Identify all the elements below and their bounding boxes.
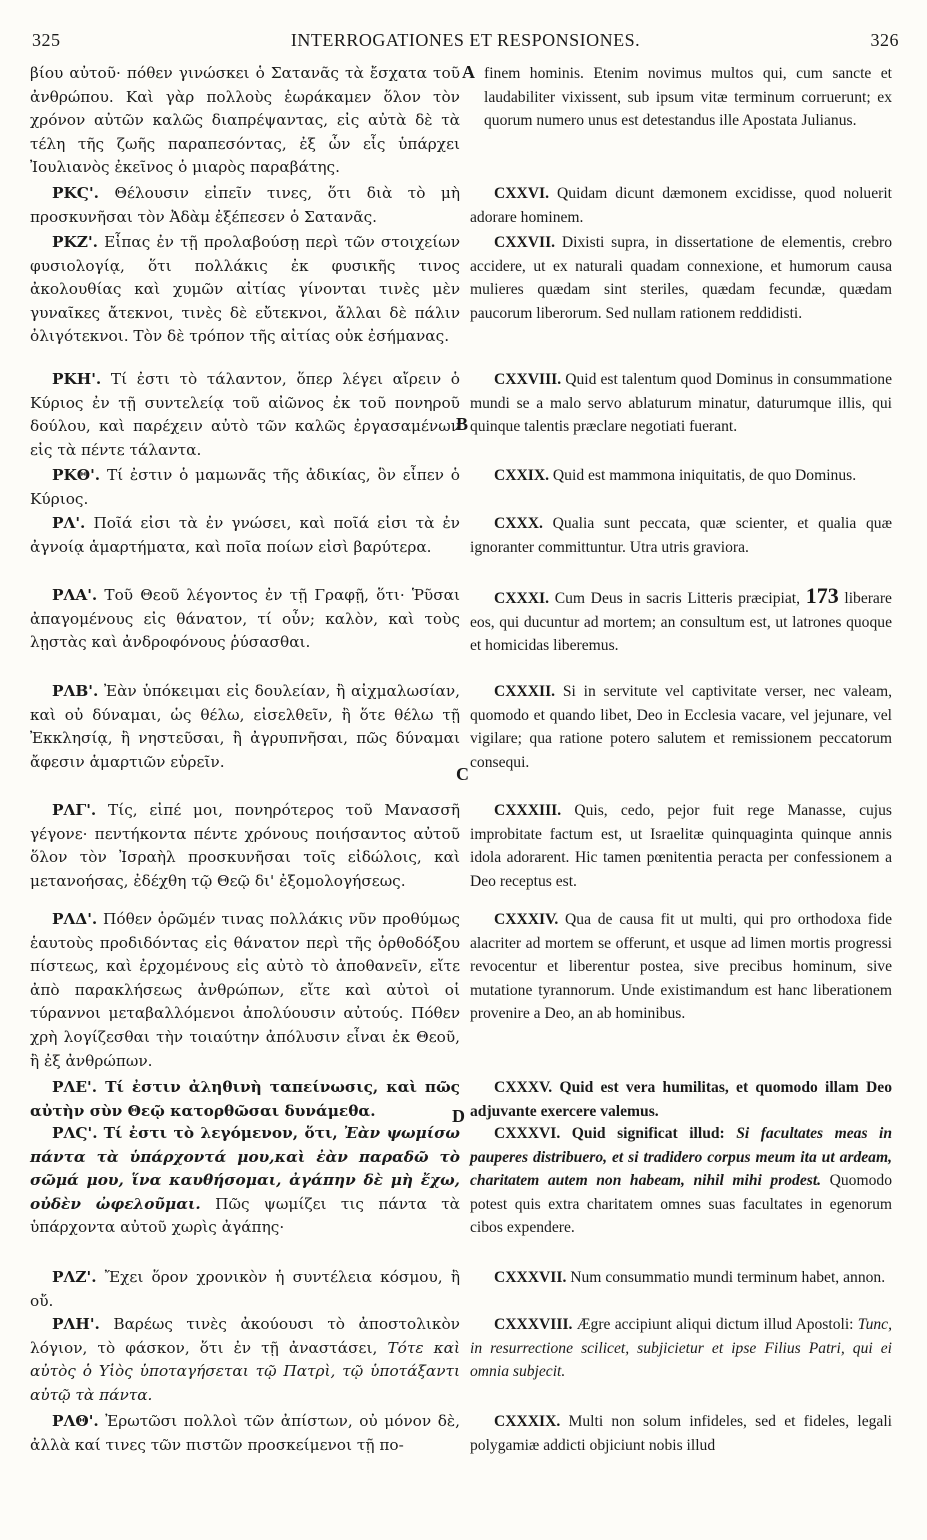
greek-question-129 (30, 464, 460, 511)
question-number: ΡΛΕ'. (52, 1078, 98, 1096)
greek-question-134 (30, 908, 460, 1073)
question-number: CXXXVII. (494, 1269, 567, 1286)
greek-question-133 (30, 799, 460, 893)
latin-question-131 (470, 584, 892, 658)
question-text: Quid significat illud: (571, 1125, 725, 1142)
latin-question-129 (470, 464, 892, 488)
question-number: ΡΚΗ'. (52, 370, 102, 388)
question-text: Quid est mammona iniquitatis, de quo Dominus. (552, 467, 857, 484)
question-text: Si in servitute vel captivitate verser, nec valeam, quomodo et quando libet, Deo in Ecclesia vacare, vel jejunare, vel vigilare; qua ratione potero salutem et remissionem peccatorum consequi. (470, 683, 892, 771)
question-number: CXXXIV. (494, 911, 559, 928)
question-text: Qualia sunt peccata, quæ scienter, et qualia quæ ignoranter committuntur. Utra utris graviora. (470, 515, 892, 556)
question-text: Θέλουσιν εἰπεῖν τινες, ὅτι διὰ τὸ μὴ προσκυνῆσαι τὸν Ἀδὰμ ἐξέπεσεν ὁ Σατανᾶς. (30, 184, 460, 226)
question-number: ΡΛΔ'. (52, 910, 98, 928)
question-number: CXXXV. (494, 1079, 553, 1096)
greek-question-130 (30, 512, 460, 559)
scripture-quote: Tunc, in resurrectione scilicet, subjicietur et ipse Filius Patri, qui ei omnia subjecit. (470, 1316, 892, 1381)
question-text: Τί ἐστιν ὁ μαμωνᾶς τῆς ἀδικίας, ὃν εἶπεν ὁ Κύριος. (30, 466, 460, 508)
question-text: Quid est talentum quod Dominus in consummatione mundi se a malo servo ablaturum minatur, daturumque illis, qui quinque talentis præclare negotiati fuerant. (470, 371, 892, 436)
greek-question-132 (30, 680, 460, 774)
question-number: ΡΚΘ'. (52, 466, 101, 484)
question-number: CXXXVIII. (494, 1316, 573, 1333)
greek-intro: βίου αὐτοῦ· πόθεν γινώσκει ὁ Σατανᾶς τὰ ἔσχατα τοῦ ἀνθρώπου. Καὶ γὰρ πολλοὺς ἑωράκαμεν ὅλον τὸν χρόνον αὐτῶν καλῶς διαπρέψαντας, εἰς αὐτὰ δὲ τὰ τέλη τῆς ζωῆς παραπεσόντας, ἐξ ὧν εἷς ὑπάρχει Ἰουλιανὸς ἐκεῖνος ὁ μιαρὸς παραβάτης. (30, 64, 460, 177)
question-number: CXXVIII. (494, 371, 562, 388)
question-number: ΡΚϚ'. (52, 184, 99, 202)
latin-question-139 (470, 1410, 892, 1457)
latin-question-134 (470, 908, 892, 1026)
running-title: INTERROGATIONES ET RESPONSIONES. (290, 30, 641, 50)
question-number: CXXX. (494, 515, 543, 532)
question-number: ΡΛΓ'. (52, 801, 97, 819)
latin-question-126 (470, 182, 892, 229)
page-number-left: 325 (32, 30, 61, 50)
greek-question-128 (30, 368, 460, 462)
question-text: Εἶπας ἐν τῇ προλαβούσῃ περὶ τῶν στοιχείων φυσιολογίᾳ, ὅτι πολλάκις ἐκ φυσικῆς τινος ἀκολουθίας καὶ χυμῶν αἰτίας γίνονται τινὲς μὲν γυναῖκες ἄτεκνοι, τινὲς δὲ εὔτεκνοι, ἄλλαι δὲ πάλιν ὀλιγότεκνοι. Τὸν δὲ τρόπον τῆς αἰτίας οὐκ ἐσήμανας. (30, 233, 460, 346)
question-text: Cum Deus in sacris Litteris præcipiat, (554, 590, 801, 607)
latin-question-135 (470, 1076, 892, 1123)
scripture-quote: Si facultates meas in pauperes distribuero, et si tradidero corpus meum ita ut ardeam, charitatem autem non habeam, nihil mihi prodest. (470, 1125, 893, 1190)
question-text: Ægre accipiunt aliqui dictum illud Apostoli: (576, 1316, 854, 1333)
scripture-quote: Τότε καὶ αὐτὸς ὁ Υἱὸς ὑποταγήσεται τῷ Πατρὶ, τῷ ὑποτάξαντι αὐτῷ τὰ πάντα. (30, 1338, 460, 1404)
question-text: liberare eos, qui ducuntur ad mortem; an consultum est, ut latrones quoque et homicidas liberemus. (470, 590, 892, 655)
question-number: CXXXII. (494, 683, 556, 700)
latin-question-136 (470, 1122, 892, 1240)
question-number: CXXXIX. (494, 1413, 561, 1430)
greek-question-139 (30, 1410, 460, 1457)
greek-question-138 (30, 1313, 460, 1407)
section-marker-a: A (462, 62, 475, 82)
question-text: Quid est vera humilitas, et quomodo illam Deo adjuvante exercere valemus. (470, 1079, 892, 1120)
question-number: CXXXI. (494, 590, 550, 607)
latin-intro: finem hominis. Etenim novimus multos qui, cum sancte et laudabiliter vixissent, sub ipsum vitæ terminum corruerunt; ex quorum numero unus est detestandus ille Apostata Julianus. (484, 65, 892, 130)
question-text: Quis, cedo, pejor fuit rege Manasse, cujus improbitate factum est, ut Israelitæ quinquaginta quinque annis idola adorarent. Hic tamen pœnitentia peracta per confessionem a Deo receptus est. (470, 802, 892, 890)
question-text: Ἐὰν ὑπόκειμαι εἰς δουλείαν, ἢ αἰχμαλωσίαν, καὶ οὐ δύναμαι, ὡς θέλω, εἰσελθεῖν, ἢ ὅτε θέλω τῇ Ἐκκλησίᾳ, ἢ νηστεῦσαι, ἢ ἀγρυπνῆσαι, πῶς δύναμαι ἄφεσιν ἁμαρτιῶν εὑρεῖν. (30, 682, 460, 771)
question-text: Multi non solum infideles, sed et fideles, legali polygamiæ addicti objiciunt nobis illud (470, 1413, 892, 1454)
latin-question-130 (470, 512, 892, 559)
question-text: Βαρέως τινὲς ἀκούουσι τὸ ἀποστολικὸν λόγιον, τὸ φάσκον, ὅτι ἐν τῇ ἀναστάσει, (30, 1315, 460, 1357)
question-text: Num consummatio mundi terminum habet, annon. (570, 1269, 886, 1286)
question-text: Τί ἐστιν ἀληθινὴ ταπείνωσις, καὶ πῶς αὐτὴν σὺν Θεῷ κατορθῶσαι δυνάμεθα. (30, 1078, 460, 1120)
greek-question-126 (30, 182, 460, 229)
question-number: ΡΛΑ'. (52, 586, 98, 604)
latin-question-127 (470, 231, 892, 325)
question-text: Τί ἐστι τὸ τάλαντον, ὅπερ λέγει αἴρειν ὁ Κύριος ἐν τῇ συντελείᾳ τοῦ αἰῶνος ἐκ τοῦ πονηροῦ δούλου, καὶ παρέχειν αὐτὸ τῶν καλῶς ἐργασαμένων εἰς τὰ πέντε τάλαντα. (30, 370, 460, 459)
question-number: ΡΚΖ'. (52, 233, 98, 251)
question-number: ΡΛ'. (52, 514, 86, 532)
question-text: Πῶς ψωμίζει τις πάντα τὰ ὑπάρχοντα αὐτοῦ χωρὶς ἀγάπης· (30, 1194, 461, 1237)
greek-question-131 (30, 584, 460, 655)
greek-question-135 (30, 1076, 460, 1123)
section-marker-d: D (452, 1106, 465, 1126)
question-text: Ἔχει ὅρον χρονικὸν ἡ συντέλεια κόσμου, ἢ οὔ. (30, 1268, 460, 1310)
question-text: Quidam dicunt dæmonem excidisse, quod noluerit adorare hominem. (470, 185, 892, 226)
question-text: Qua de causa fit ut multi, qui pro orthodoxa fide alacriter ad mortem se offerunt, et usque ad limen mortis progressi revocentur et liberentur postea, sive precibus hominum, sive mutatione tyrannorum. Unde existimandum est hanc liberationem provenire a Deo, an ab hominibus. (470, 911, 893, 1023)
question-text: Τίς, εἰπέ μοι, πονηρότερος τοῦ Μανασσῆ γέγονε· πεντήκοντα πέντε χρόνους ποιήσαντος αὐτοῦ ὅλον τὸν Ἰσραὴλ προσκυνῆσαι τοῖς εἰδώλοις, καὶ μετανοήσας, ἐδέχθη τῷ Θεῷ δι' ἐξομολογήσεως. (30, 801, 460, 890)
question-number: ΡΛΖ'. (52, 1268, 97, 1286)
running-header (32, 30, 899, 56)
latin-question-138 (470, 1313, 892, 1384)
question-text: Ποῖά εἰσι τὰ ἐν γνώσει, καὶ ποῖά εἰσι τὰ ἐν ἀγνοίᾳ ἁμαρτήματα, καὶ ποῖα ποίων εἰσὶ βαρύτερα. (30, 514, 460, 556)
latin-question-128 (470, 368, 892, 439)
question-text: Πόθεν ὁρῶμέν τινας πολλάκις νῦν προθύμως ἑαυτοὺς προδιδόντας εἰς θάνατον περὶ τῆς ὀρθοδόξου πίστεως, καὶ ἐρχομένους εἰς αὐτὸ τὸ ἀποθανεῖν, εἴτε ἀπὸ παρακλήσεως ἀνθρώπων, εἴτε καὶ αὐτοὶ οἱ τύραννοι μεταβαλλόμενοι ἀπολύουσιν αὐτούς. Πόθεν χρὴ λογίζεσθαι τὴν τοιαύτην ἀπόλυσιν εἶναι ἐκ Θεοῦ, ἢ ἐξ ἀνθρώπων. (30, 910, 461, 1070)
question-text: Quomodo potest quis extra charitatem omnes suas facultates in egenorum cibos expendere. (470, 1172, 892, 1237)
question-text: Ἐρωτῶσι πολλοὶ τῶν ἀπίστων, οὐ μόνον δὲ, ἀλλὰ καί τινες τῶν πιστῶν προσκείμενοι τῇ πο- (30, 1412, 460, 1454)
question-number: CXXXIII. (494, 802, 562, 819)
question-number: ΡΛΗ'. (52, 1315, 100, 1333)
question-text: Τοῦ Θεοῦ λέγοντος ἐν τῇ Γραφῇ, ὅτι· Ῥῦσαι ἀπαγομένους εἰς θάνατον, τί οὖν; καλὸν, καὶ τοὺς λῃστὰς καὶ ἀνδροφόνους ῥύσασθαι. (30, 586, 460, 652)
latin-question-132 (470, 680, 892, 774)
latin-question-133 (470, 799, 892, 893)
question-text: Τί ἐστι τὸ λεγόμενον, ὅτι, (103, 1124, 338, 1142)
question-number: CXXVII. (494, 234, 556, 251)
question-text: Dixisti supra, in dissertatione de elementis, crebro accidere, ut ex naturali quadam connexione, et humorum causa mulieres quædam sint steriles, quædam fecundæ, quædam paucorum liberorum. Sed nullam rationem reddidisti. (470, 234, 892, 322)
scripture-quote: Ἐὰν ψωμίσω πάντα τὰ ὑπάρχοντά μου,καὶ ἐὰν παραδῶ τὸ σῶμά μου, ἵνα καυθήσομαι, ἀγάπην δὲ μὴ ἔχω, οὐδὲν ὠφελοῦμαι. (30, 1124, 460, 1213)
greek-question-137 (30, 1266, 460, 1313)
question-number: CXXVI. (494, 185, 550, 202)
latin-question-137 (470, 1266, 892, 1290)
question-number: CXXIX. (494, 467, 550, 484)
question-number: ΡΛΘ'. (52, 1412, 99, 1430)
greek-question-136 (30, 1122, 460, 1240)
greek-question-127 (30, 231, 460, 349)
section-marker-c: C (456, 764, 469, 784)
question-number: ΡΛϚ'. (52, 1124, 98, 1142)
question-number: CXXXVI. (494, 1125, 561, 1142)
section-marker-b: B (456, 414, 469, 434)
margin-page-number: 173 (805, 583, 839, 608)
question-number: ΡΛΒ'. (52, 682, 99, 700)
page-number-right: 326 (870, 30, 899, 50)
